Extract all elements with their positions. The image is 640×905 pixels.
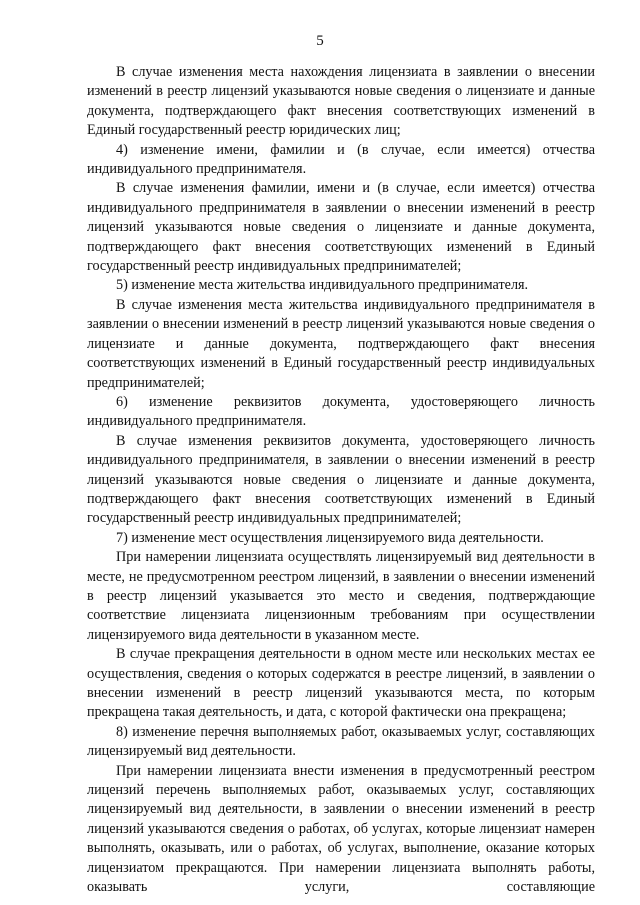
page-number: 5 (316, 33, 324, 49)
paragraph-item-5-residence-change: 5) изменение места жительства индивидуального предпринимателя. (116, 277, 529, 294)
paragraph-item-8-works-list-change: 8) изменение перечня выполняемых работ, оказываемых услуг, составляющих лицензируемый вид деятельности. (87, 723, 595, 760)
paragraph-id-document-change-details: В случае изменения реквизитов документа, удостоверяющего личность индивидуального предпринимателя, в заявлении о внесении изменений в реестр лицензий указываются новые сведения о лицензиате и данные документа, подтверждающего факт внесения соответствующих изменений в Единый государственный реестр индивидуальных предпринимателей; (87, 432, 595, 527)
paragraph-works-list-change-details: При намерении лицензиата внести изменения в предусмотренный реестром лицензий перечень выполняемых работ, оказываемых услуг, составляющих лицензируемый вид деятельности, в заявлении о внесении изменений в реестр лицензий указываются сведения о работах, об услугах, которые лицензиат намерен выполнять, оказывать, или о работах, об услугах, выполнение, оказание которых лицензиатом прекращаются. При намерении лицензиата выполнять работы, оказывать услуги, составляющие (87, 762, 595, 896)
paragraph-terminated-location-details: В случае прекращения деятельности в одном месте или нескольких местах ее осуществления, сведения о которых содержатся в реестре лицензий, в заявлении о внесении изменений в реестр лицензий указываются места, по которым прекращена такая деятельность, и дата, с которой фактически она прекращена; (87, 646, 595, 721)
paragraph-item-7-activity-locations: 7) изменение мест осуществления лицензируемого вида деятельности. (116, 529, 544, 546)
paragraph-name-change-details: В случае изменения фамилии, имени и (в случае, если имеется) отчества индивидуального предпринимателя в заявлении о внесении изменений в реестр лицензий указываются новые сведения о лицензиате и данные документа, подтверждающего факт внесения соответствующих изменений в Единый государственный реестр индивидуальных предпринимателей; (87, 180, 595, 275)
paragraph-item-4-name-change: 4) изменение имени, фамилии и (в случае, если имеется) отчества индивидуального предпринимателя. (87, 141, 595, 178)
paragraph-new-location-details: При намерении лицензиата осуществлять лицензируемый вид деятельности в месте, не предусмотренном реестром лицензий, в заявлении о внесении изменений в реестр лицензий указывается это место и сведения, подтверждающие соответствие лицензиата лицензионным требованиям при осуществлении лицензируемого вида деятельности в указанном месте. (87, 549, 595, 643)
document-body (87, 63, 595, 897)
paragraph-residence-change-details: В случае изменения места жительства индивидуального предпринимателя в заявлении о внесении изменений в реестр лицензий указываются новые сведения о лицензиате и данные документа, подтверждающего факт внесения соответствующих изменений в Единый государственный реестр индивидуальных предпринимателей; (87, 296, 595, 391)
paragraph-item-6-id-document-change: 6) изменение реквизитов документа, удостоверяющего личность индивидуального предпринимателя. (87, 393, 595, 430)
paragraph-legal-address-change: В случае изменения места нахождения лицензиата в заявлении о внесении изменений в реестр лицензий указываются новые сведения о лицензиате и данные документа, подтверждающего факт внесения соответствующих изменений в Единый государственный реестр юридических лиц; (87, 64, 595, 139)
